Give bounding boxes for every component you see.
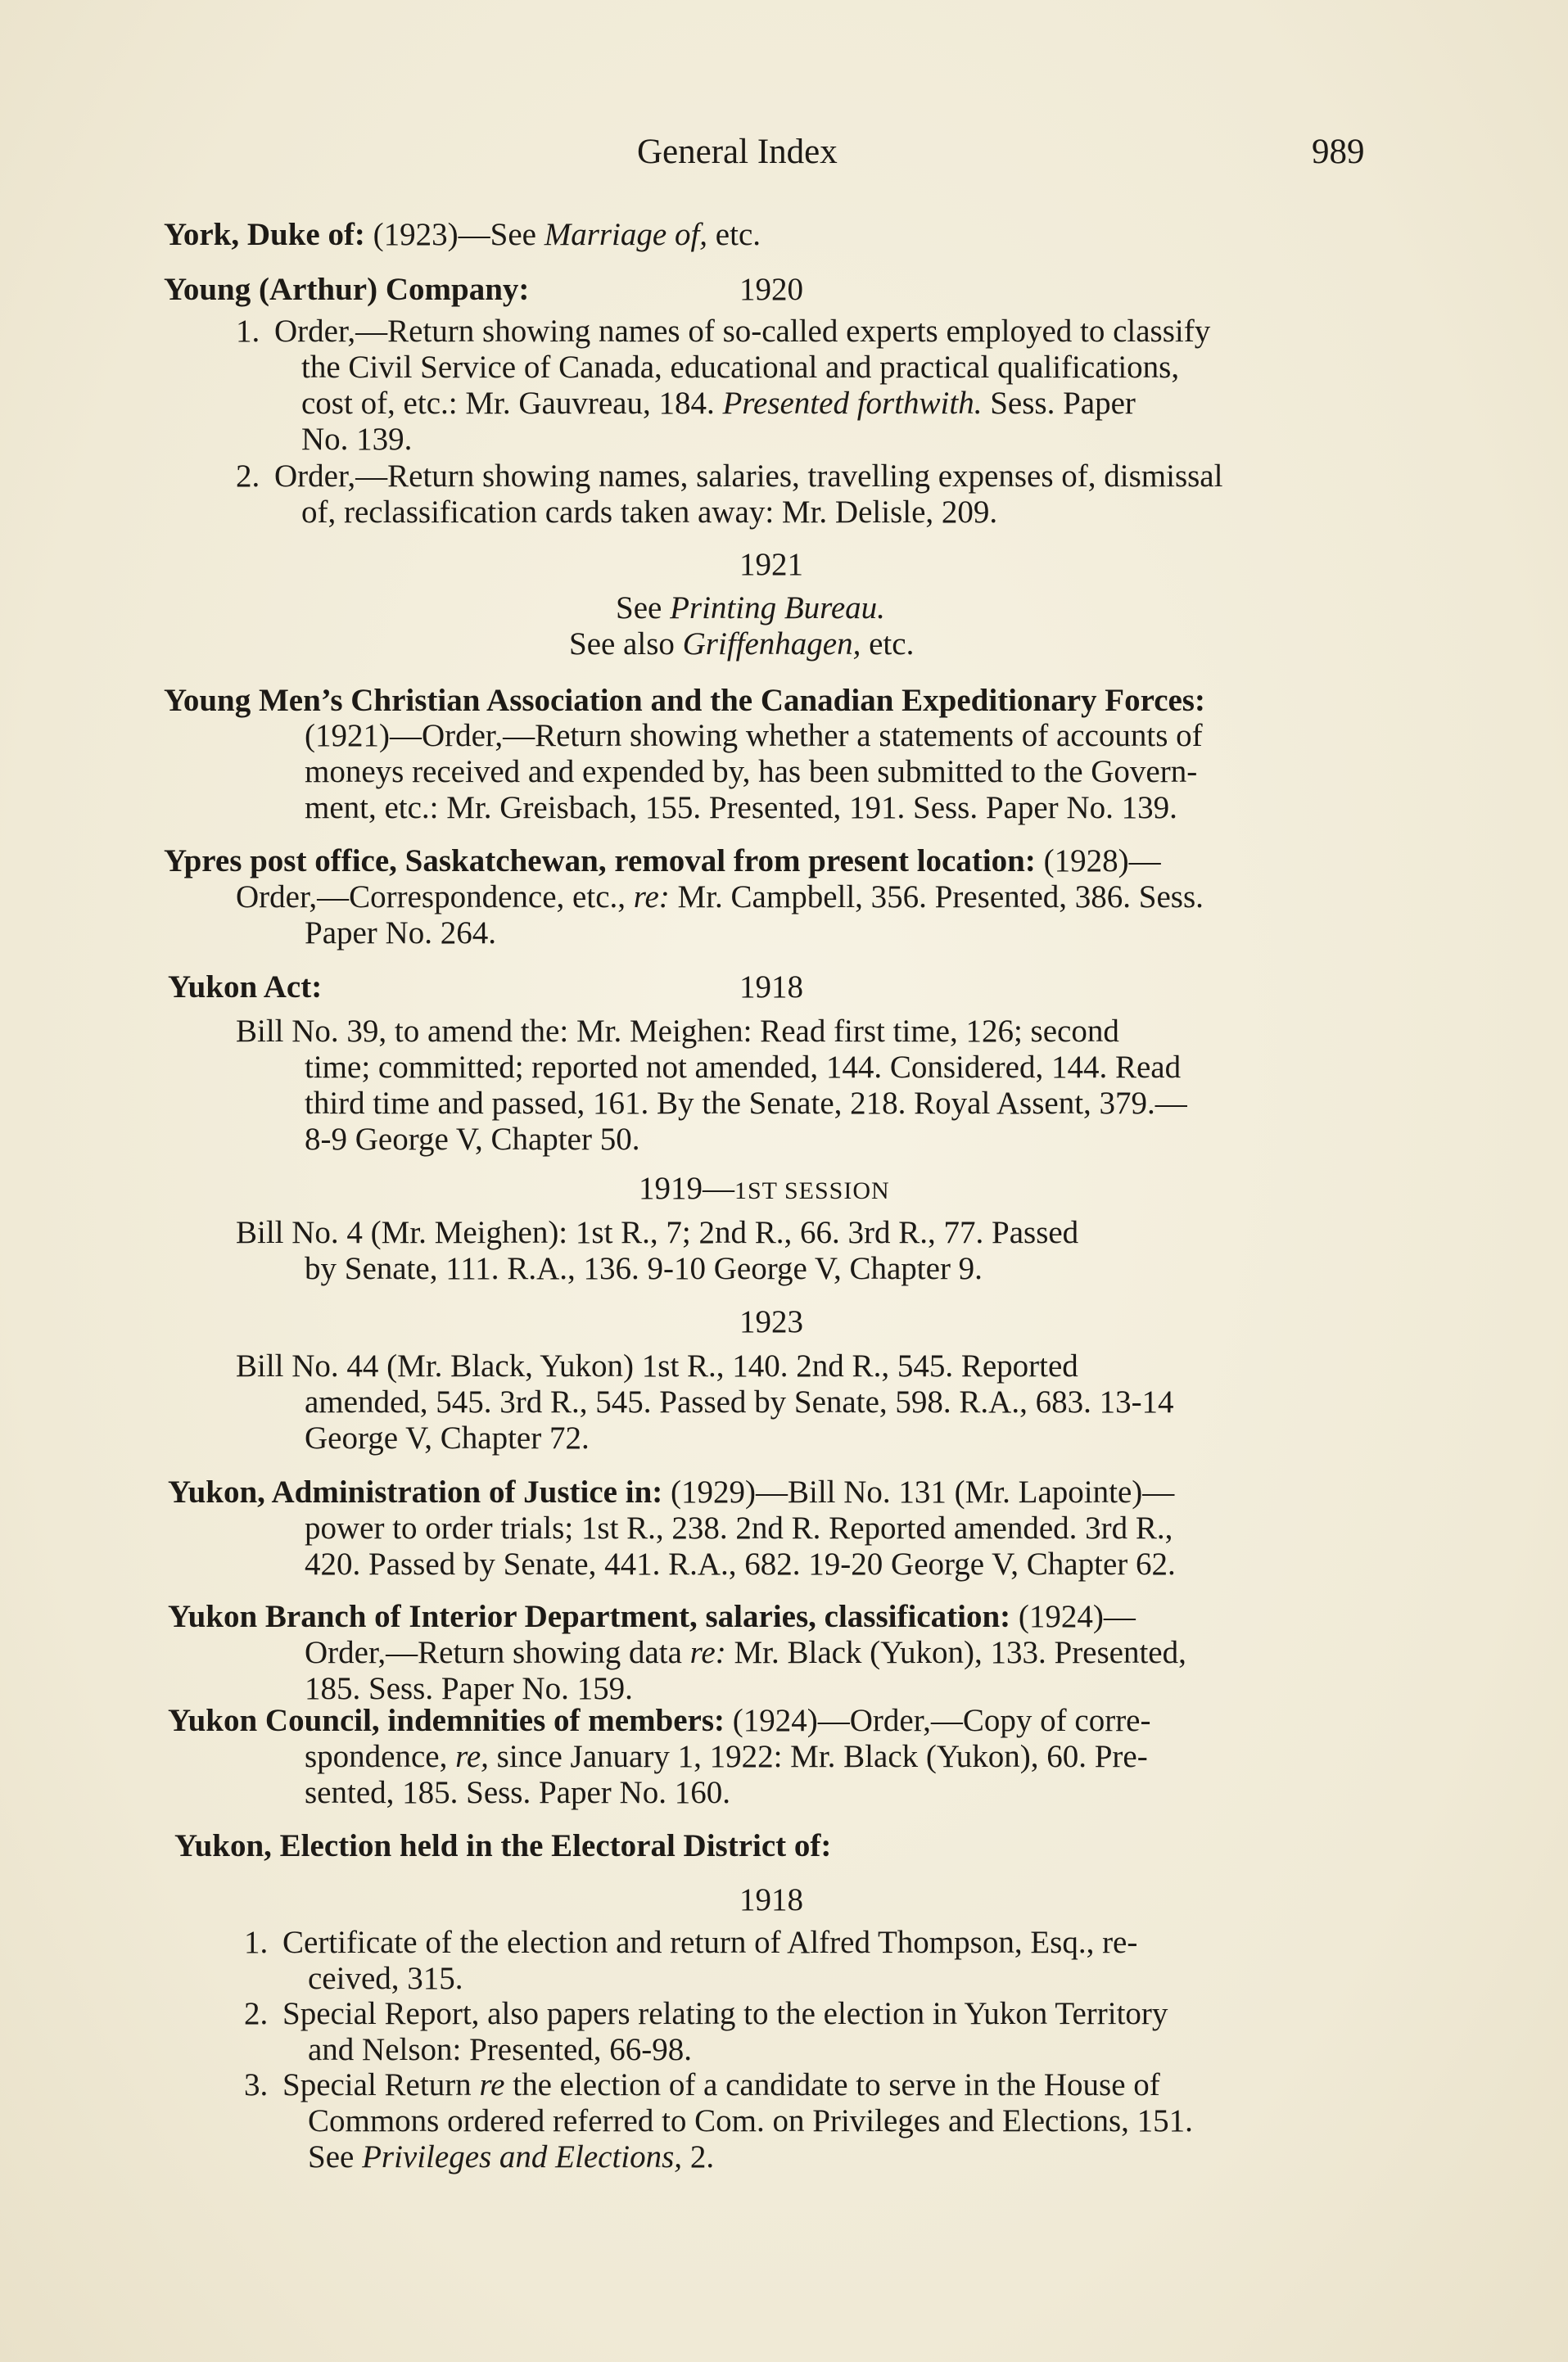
session-label: 1919—1ST SESSION	[639, 1171, 890, 1206]
item-number: 1.	[236, 314, 260, 349]
entry-heading: Young (Arthur) Company:	[164, 272, 530, 307]
entry-text: See Privileges and Elections, 2.	[308, 2139, 715, 2175]
entry-text: Certificate of the election and return of Alfred Thompson, Esq., re-	[282, 1925, 1138, 1960]
entry-text: Paper No. 264.	[305, 915, 496, 951]
item-number: 2.	[244, 1996, 269, 2031]
running-title: General Index	[637, 133, 838, 171]
entry-text: Commons ordered referred to Com. on Privileges and Elections, 151.	[308, 2103, 1193, 2138]
item-number: 1.	[244, 1925, 269, 1960]
entry-text: amended, 545. 3rd R., 545. Passed by Senate, 598. R.A., 683. 13-14	[305, 1384, 1174, 1420]
year-label: 1923	[739, 1304, 803, 1339]
entry-text: No. 139.	[301, 422, 413, 457]
entry-text: spondence, re, since January 1, 1922: Mr. Black (Yukon), 60. Pre-	[305, 1739, 1148, 1774]
year-label: 1918	[739, 969, 803, 1005]
entry-text: third time and passed, 161. By the Senate, 218. Royal Assent, 379.—	[305, 1086, 1187, 1121]
entry-text: 420. Passed by Senate, 441. R.A., 682. 19-20 George V, Chapter 62.	[305, 1547, 1176, 1582]
entry-text: cost of, etc.: Mr. Gauvreau, 184. Presented forthwith. Sess. Paper	[301, 386, 1136, 421]
entry-text: Bill No. 44 (Mr. Black, Yukon) 1st R., 140. 2nd R., 545. Reported	[236, 1348, 1078, 1384]
year-label: 1920	[739, 272, 803, 307]
item-number: 3.	[244, 2067, 269, 2102]
entry-heading: Young Men’s Christian Association and the Canadian Expeditionary Forces:	[164, 683, 1205, 718]
entry-text: sented, 185. Sess. Paper No. 160.	[305, 1775, 730, 1810]
entry-text: Special Return re the election of a candidate to serve in the House of	[282, 2067, 1160, 2102]
entry-text: Order,—Return showing names, salaries, travelling expenses of, dismissal	[274, 458, 1223, 494]
entry-text: Order,—Return showing data re: Mr. Black (Yukon), 133. Presented,	[305, 1635, 1186, 1670]
year-label: 1918	[739, 1882, 803, 1917]
entry-text: Order,—Return showing names of so-called experts employed to classify	[274, 314, 1211, 349]
entry-heading: Yukon Council, indemnities of members:	[168, 1703, 725, 1738]
see-reference: See Printing Bureau.	[616, 590, 885, 626]
entry-heading: Yukon Branch of Interior Department, salaries, classification:	[168, 1599, 1011, 1634]
entry-text: power to order trials; 1st R., 238. 2nd R. Reported amended. 3rd R.,	[305, 1511, 1173, 1546]
year-label: 1921	[739, 547, 803, 582]
entry-heading: Yukon, Administration of Justice in:	[168, 1475, 663, 1510]
index-entry-york: York, Duke of: (1923)—See Marriage of, etc.	[164, 217, 761, 252]
entry-text: time; committed; reported not amended, 144. Considered, 144. Read	[305, 1050, 1182, 1085]
entry-text: Bill No. 39, to amend the: Mr. Meighen: Read first time, 126; second	[236, 1014, 1119, 1049]
entry-heading: Ypres post office, Saskatchewan, removal from present location:	[164, 843, 1036, 878]
entry-text: 185. Sess. Paper No. 159.	[305, 1671, 633, 1706]
entry-text: (1921)—Order,—Return showing whether a statements of accounts of	[305, 718, 1203, 753]
entry-text: Special Report, also papers relating to the election in Yukon Territory	[282, 1996, 1168, 2031]
entry-text: of, reclassification cards taken away: Mr. Delisle, 209.	[301, 495, 998, 530]
entry-text: the Civil Service of Canada, educational and practical qualifications,	[301, 350, 1180, 385]
entry-text: Bill No. 4 (Mr. Meighen): 1st R., 7; 2nd R., 66. 3rd R., 77. Passed	[236, 1215, 1079, 1250]
entry-heading: Yukon Act:	[168, 969, 323, 1005]
entry-text: by Senate, 111. R.A., 136. 9-10 George V, Chapter 9.	[305, 1251, 983, 1286]
entry-text: George V, Chapter 72.	[305, 1420, 590, 1456]
see-reference: See also Griffenhagen, etc.	[569, 626, 915, 662]
index-entry-ypres: Ypres post office, Saskatchewan, removal from present location: (1928)—	[164, 843, 1161, 878]
page-number: 989	[1312, 133, 1365, 171]
entry-text: ment, etc.: Mr. Greisbach, 155. Presented, 191. Sess. Paper No. 139.	[305, 790, 1177, 825]
entry-text: and Nelson: Presented, 66-98.	[308, 2032, 692, 2067]
entry-heading: York, Duke of:	[164, 217, 365, 252]
entry-heading: Yukon, Election held in the Electoral District of:	[174, 1828, 832, 1863]
item-number: 2.	[236, 458, 260, 494]
index-entry-branch: Yukon Branch of Interior Department, salaries, classification: (1924)—	[168, 1599, 1136, 1634]
entry-text: Order,—Correspondence, etc., re: Mr. Campbell, 356. Presented, 386. Sess.	[236, 879, 1204, 915]
index-entry-council: Yukon Council, indemnities of members: (1924)—Order,—Copy of corre-	[168, 1703, 1151, 1738]
entry-text: ceived, 315.	[308, 1961, 463, 1996]
entry-text: 8-9 George V, Chapter 50.	[305, 1122, 640, 1157]
entry-text: moneys received and expended by, has been submitted to the Govern-	[305, 754, 1198, 789]
index-entry-justice: Yukon, Administration of Justice in: (1929)—Bill No. 131 (Mr. Lapointe)—	[168, 1475, 1175, 1510]
